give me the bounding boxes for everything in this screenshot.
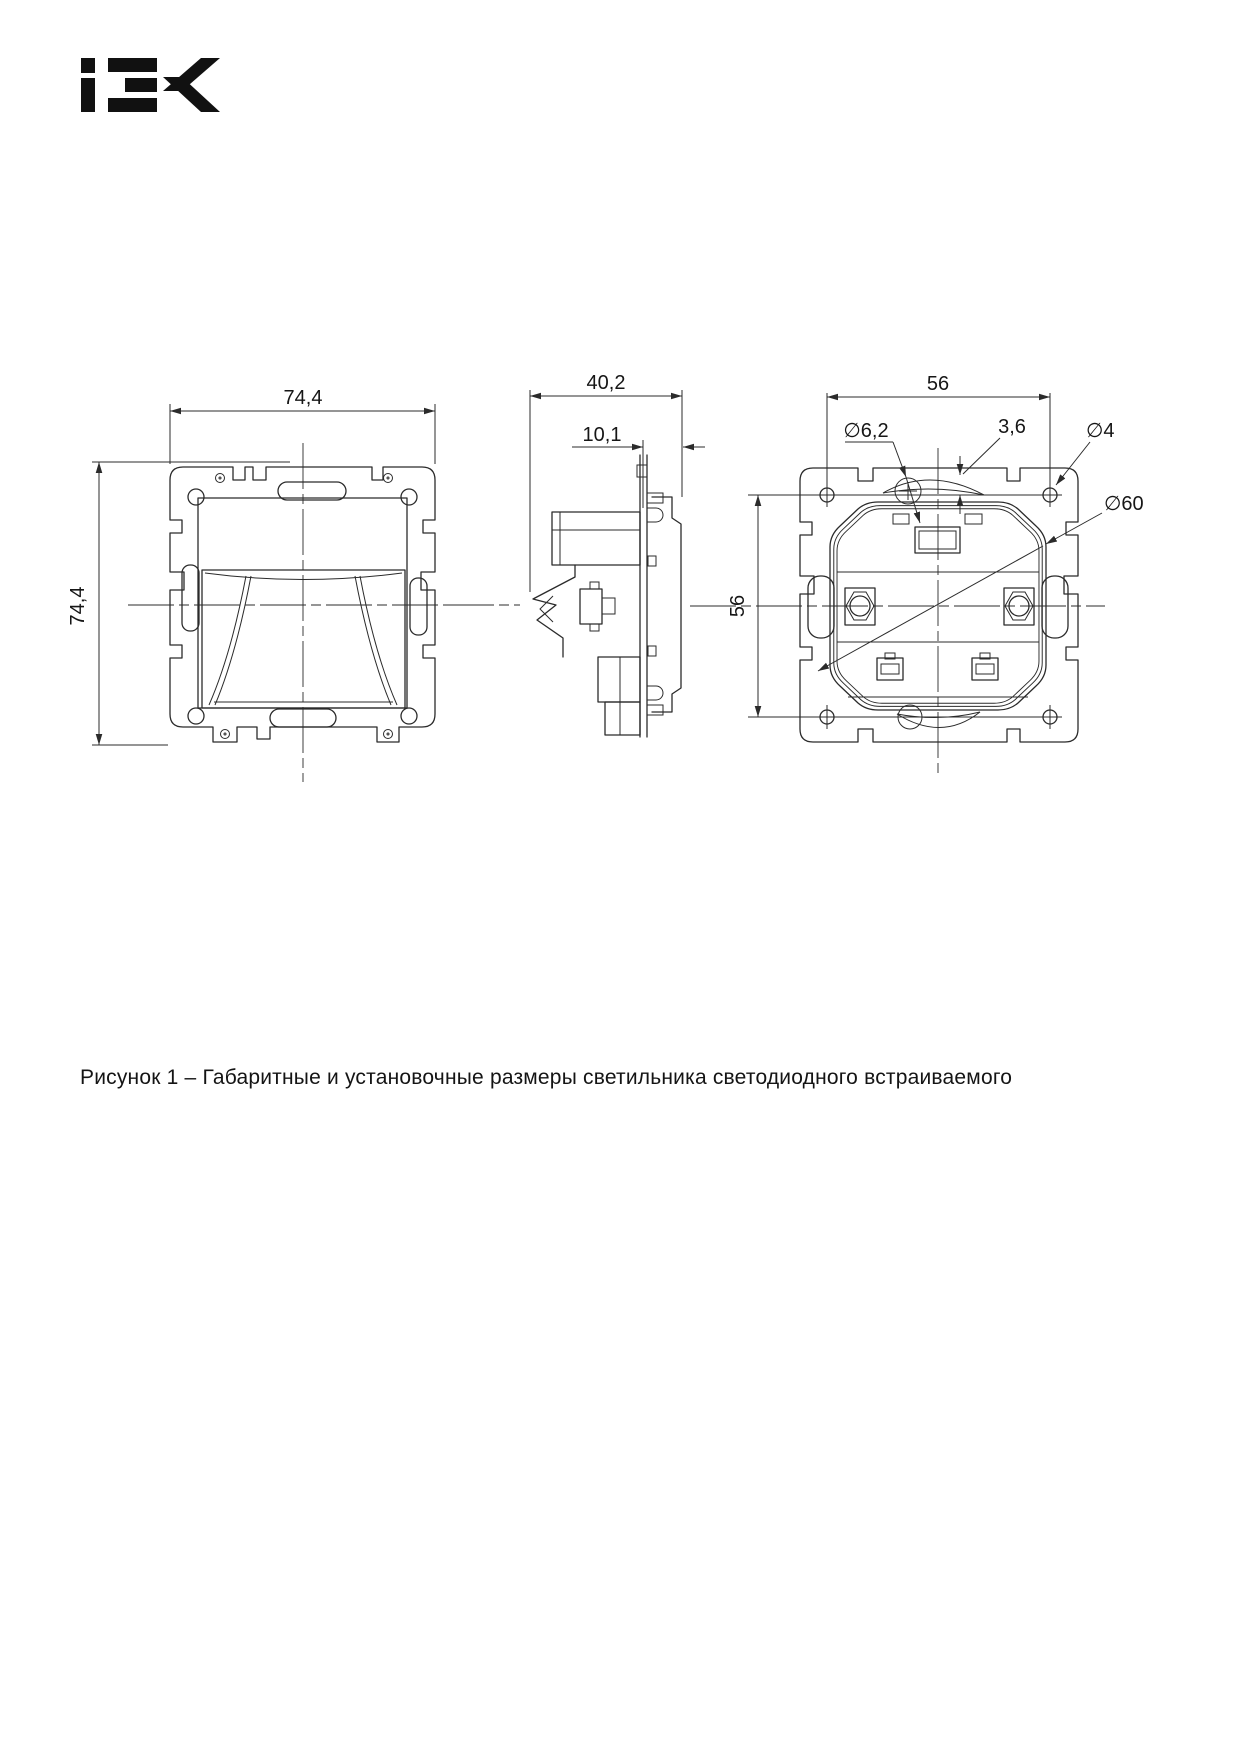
frame-corner-hole	[401, 489, 417, 505]
front-light-window	[202, 570, 405, 708]
front-claw-slots	[182, 482, 427, 727]
dim-back-claw-hole	[843, 420, 920, 523]
side-flange	[647, 493, 681, 715]
dim-back-slot	[960, 416, 1026, 514]
figure-caption: Рисунок 1 – Габаритные и установочные размеры светильника светодиодного встраиваемого	[80, 1066, 1013, 1089]
dim-side-protrusion	[572, 424, 705, 508]
dim-label-back-body-dia: ∅60	[1104, 493, 1144, 515]
back-mechanism	[845, 514, 1034, 680]
dim-label-front-height: 74,4	[67, 586, 89, 626]
dim-back-height	[727, 495, 758, 717]
dim-label-side-depth: 40,2	[586, 372, 626, 394]
back-view	[690, 373, 1144, 775]
dim-label-front-width: 74,4	[283, 387, 323, 409]
dim-back-body-dia	[818, 493, 1144, 671]
side-view	[448, 372, 705, 737]
dim-label-back-claw-hole: ∅6,2	[843, 420, 889, 442]
front-face-plate	[198, 498, 407, 708]
side-housing	[533, 512, 640, 735]
frame-corner-hole	[188, 708, 204, 724]
front-view	[67, 387, 478, 782]
frame-corner-hole	[188, 489, 204, 505]
dim-back-screw-hole	[1056, 420, 1115, 485]
back-corner-holes	[748, 393, 1062, 729]
dim-front-height	[67, 462, 290, 745]
dim-label-back-screw-hole: ∅4	[1086, 420, 1115, 442]
dim-front-width	[170, 387, 435, 464]
dim-label-back-width: 56	[926, 373, 950, 395]
dim-label-back-height: 56	[727, 594, 749, 618]
frame-corner-hole	[401, 708, 417, 724]
dim-label-side-protrusion: 10,1	[582, 424, 622, 446]
dim-back-width	[827, 373, 1050, 397]
dim-label-back-slot: 3,6	[998, 416, 1026, 438]
dim-side-depth	[530, 372, 682, 592]
